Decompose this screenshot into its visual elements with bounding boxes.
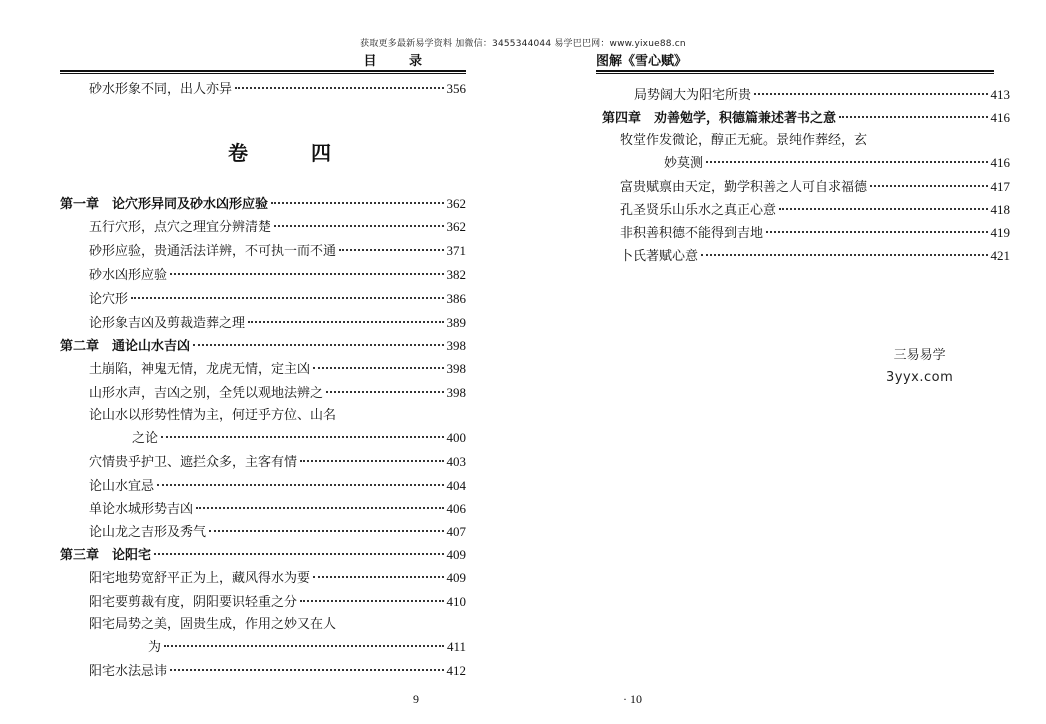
entry-title: 第四章 劝善勉学，积德篇兼述著书之意 [602,111,837,126]
right-page [596,0,1010,724]
entry-page-number: 404 [446,478,466,493]
dot-leader [766,231,987,233]
entry-title: 第一章 论穴形异同及砂水凶形应验 [60,197,269,212]
toc-chapter-entry [60,193,466,215]
left-page [60,0,466,724]
dot-leader [701,254,987,256]
toc-entry [60,498,466,520]
dot-leader [161,436,443,438]
dot-leader [754,93,987,95]
entry-page-number: 362 [446,219,466,234]
entry-title: 五行穴形，点穴之理宜分辨清楚 [89,220,272,235]
toc-entry [60,405,466,449]
dot-leader [271,202,443,204]
dot-leader [248,321,443,323]
dot-leader [839,116,987,118]
toc-entry [60,382,466,404]
entry-page-number: 413 [990,87,1010,102]
entry-page-number: 398 [446,338,466,353]
entry-title-continuation: 之论 [132,431,159,446]
entry-page-number: 356 [446,81,466,96]
volume-title: 卷 四 [228,141,359,165]
entry-page-number: 406 [446,501,466,516]
stamp-cn: 三易易学 [893,348,946,363]
entry-title: 局势阔大为阳宅所贵 [634,88,752,103]
dot-leader [339,249,443,251]
entry-page-number: 398 [446,385,466,400]
page-number: 9 [413,692,419,706]
entry-title: 砂形应验，贵通活法详辨，不可执一而不通 [89,244,337,259]
entry-title: 论穴形 [89,292,129,307]
entry-page-number: 386 [446,291,466,306]
entry-title: 阳宅水法忌讳 [89,664,168,679]
entry-title: 论形象吉凶及剪裁造葬之理 [89,316,246,331]
toc-entry [596,222,1010,244]
header-rule [60,70,466,74]
entry-title: 第二章 通论山水吉凶 [60,339,191,354]
entry-page-number: 398 [446,361,466,376]
entry-title: 阳宅局势之美，固贵生成，作用之妙又在人 [89,617,337,632]
dot-leader [300,600,443,602]
toc-entry [60,614,466,658]
entry-page-number: 371 [446,243,466,258]
toc-entry [60,288,466,310]
toc-entry [596,84,1010,106]
entry-title: 土崩陷，神鬼无情，龙虎无情，定主凶 [89,362,311,377]
entry-page-number: 410 [446,594,466,609]
entry-page-number: 362 [446,196,466,211]
toc-entry [596,245,1010,267]
toc-entry [596,130,1010,174]
dot-leader [154,553,443,555]
toc-entry [596,199,1010,221]
site-stamp [886,345,953,389]
running-head: 目 录 [363,54,436,69]
entry-title: 阳宅地势宽舒平正为上，藏风得水为要 [89,571,311,586]
toc-entry [596,176,1010,198]
entry-page-number: 418 [990,202,1010,217]
entry-title-continuation: 为 [148,640,162,655]
entry-page-number: 407 [446,524,466,539]
entry-page-number: 421 [990,248,1010,263]
entry-page-number: 389 [446,315,466,330]
dot-leader [196,507,443,509]
dot-leader [274,225,443,227]
dot-leader [779,208,987,210]
entry-title: 穴情贵乎护卫、遮拦众多，主客有情 [89,455,298,470]
entry-page-number: 409 [446,570,466,585]
toc-entry [60,264,466,286]
entry-page-number: 417 [990,179,1010,194]
running-head: 图解《雪心赋》 [596,54,688,69]
entry-title: 孔圣贤乐山乐水之真正心意 [620,203,777,218]
entry-title: 砂水凶形应验 [89,268,168,283]
toc-entry [60,567,466,589]
toc-entry [60,591,466,613]
dot-leader [193,344,443,346]
entry-title-continuation: 妙莫测 [664,156,704,171]
toc-chapter-entry [596,107,1010,129]
entry-title: 非积善积德不能得到吉地 [620,226,764,241]
page-number: · 10 [623,692,642,706]
toc-entry [60,521,466,543]
entry-title: 论山水以形势性情为主，何迂乎方位、山名 [89,408,337,423]
entry-page-number: 416 [990,155,1010,170]
dot-leader [209,530,443,532]
toc-chapter-entry [60,544,466,566]
entry-page-number: 409 [446,547,466,562]
entry-title: 砂水形象不同，出人亦异 [89,82,233,97]
toc-entry [60,78,466,100]
dot-leader [326,391,443,393]
toc-chapter-entry [60,335,466,357]
toc-entry [60,312,466,334]
entry-title: 山形水声，吉凶之别，全凭以观地法辨之 [89,386,324,401]
toc-entry [60,451,466,473]
entry-title: 单论水城形势吉凶 [89,502,194,517]
dot-leader [313,367,443,369]
entry-page-number: 412 [446,663,466,678]
toc-entry [60,358,466,380]
entry-title: 阳宅要剪裁有度，阴阳要识轻重之分 [89,595,298,610]
entry-page-number: 403 [446,454,466,469]
entry-title: 论山龙之吉形及秀气 [89,525,207,540]
dot-leader [706,161,987,163]
entry-page-number: 382 [446,267,466,282]
dot-leader [870,185,987,187]
dot-leader [235,87,443,89]
entry-title: 论山水宜忌 [89,479,155,494]
entry-title: 第三章 论阳宅 [60,548,152,563]
dot-leader [131,297,443,299]
source-banner: 获取更多最新易学资料 加微信：3455344044 易学巴巴网：www.yixue88.cn [360,39,686,49]
toc-entry [60,475,466,497]
dot-leader [164,645,444,647]
stamp-url: 3yyx.com [886,370,954,385]
dot-leader [170,273,443,275]
toc-entry [60,240,466,262]
entry-title: 卜氏著赋心意 [620,249,699,264]
toc-entry [60,660,466,682]
dot-leader [300,460,443,462]
entry-page-number: 411 [446,639,466,654]
dot-leader [157,484,443,486]
entry-page-number: 419 [990,225,1010,240]
toc-entry [60,216,466,238]
entry-title: 牧堂作发微论，醇正无疵。景纯作葬经，玄 [620,133,868,148]
entry-page-number: 400 [446,430,466,445]
dot-leader [313,576,443,578]
dot-leader [170,669,443,671]
entry-page-number: 416 [990,110,1010,125]
entry-title: 富贵赋禀由天定，勤学积善之人可自求福德 [620,180,868,195]
header-rule [596,70,994,74]
